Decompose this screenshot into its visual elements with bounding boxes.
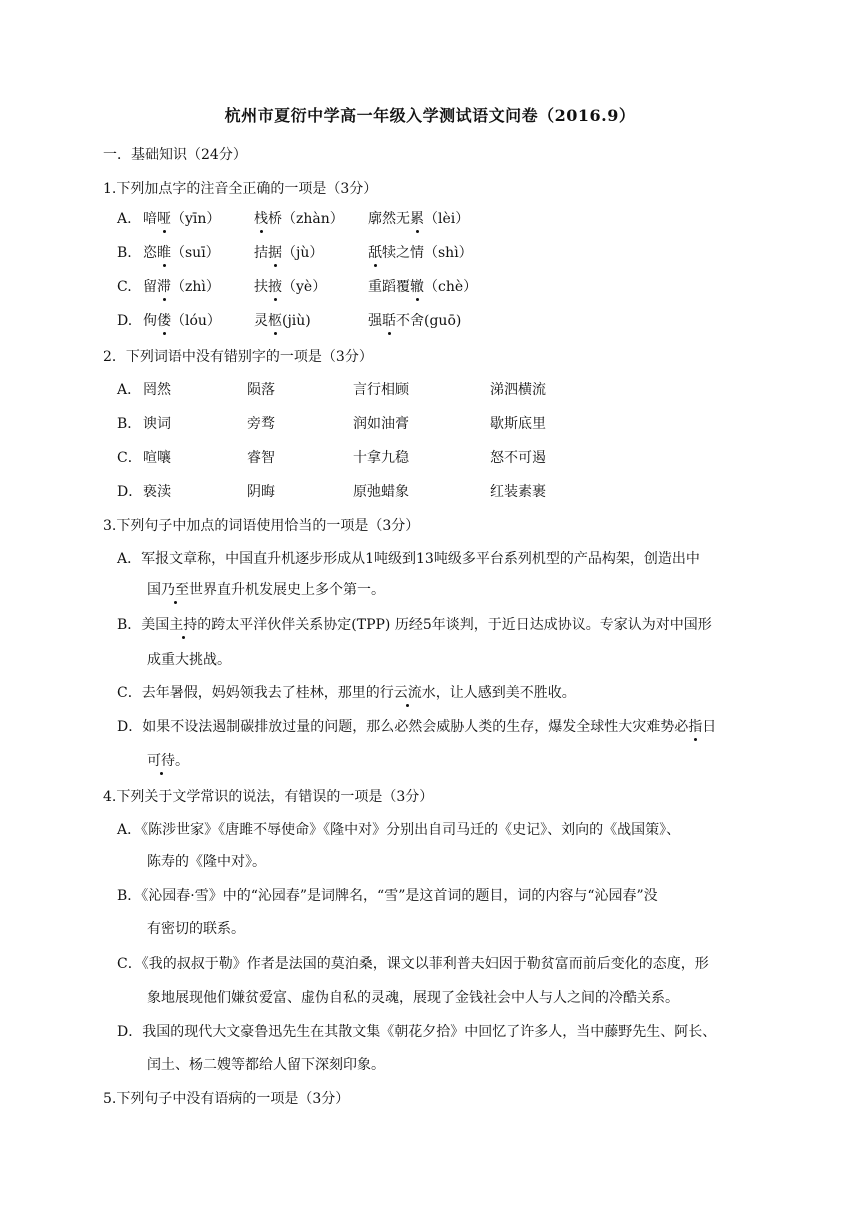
q4-option-a-line1: A．《陈涉世家》《唐雎不辱使命》《隆中对》分别出自司马迁的《史记》、刘向的《战国策》、 [117,822,681,838]
q2-option-d-c3: 原弛蜡象 [353,484,409,500]
q1-option-d-word3: 强聒不舍(guō) [368,313,462,329]
question-2-stem: 2．下列词语中没有错别字的一项是（3分） [103,349,373,365]
q4-option-c-line1: C．《我的叔叔于勒》作者是法国的莫泊桑，课文以菲利普夫妇因于勒贫富而前后变化的态度，形 [117,956,709,972]
q1-option-a-word2: 栈桥（zhàn） [254,211,344,227]
q1-option-a-word1: 喑哑（yīn） [143,211,221,227]
q2-option-a-c1: 罔然 [143,382,171,398]
q1-option-c-label: C. [117,279,132,295]
q2-option-b-c4: 歇斯底里 [490,416,546,432]
q1-option-b-label: B. [117,245,132,261]
q1-option-b-word2: 拮据（jù） [254,245,324,261]
q4-option-a-line2: 陈寿的《隆中对》。 [147,854,266,870]
q2-option-c-c3: 十拿九稳 [353,450,409,466]
q1-option-c-word3: 重蹈覆辙（chè） [368,279,478,295]
section-heading: 一．基础知识（24分） [103,147,247,163]
q2-option-c-c2: 睿智 [247,450,275,466]
q2-option-d-c2: 阴晦 [247,484,275,500]
q3-option-a-line2: 国乃至世界直升机发展史上多个第一。 [147,582,385,598]
q2-option-c-c4: 怒不可遏 [490,450,546,466]
q2-option-c-c1: 喧嚷 [143,450,171,466]
question-1-stem: 1.下列加点字的注音全正确的一项是（3分） [103,181,378,197]
q2-option-b-c2: 旁骛 [247,416,275,432]
q4-option-d-line1: D．我国的现代大文豪鲁迅先生在其散文集《朝花夕拾》中回忆了许多人，当中藤野先生、阿长、 [117,1024,717,1040]
q2-option-a-c2: 陨落 [247,382,275,398]
q2-option-b-label: B． [117,416,142,432]
q2-option-c-label: C． [117,450,142,466]
q3-option-a-line1: A．军报文章称，中国直升机逐步形成从1吨级到13吨级多平台系列机型的产品构架，创造出中 [117,551,700,567]
q1-option-d-word1: 佝偻（lóu） [143,313,221,329]
question-4-stem: 4.下列关于文学常识的说法，有错误的一项是（3分） [103,789,434,805]
question-3-stem: 3.下列句子中加点的词语使用恰当的一项是（3分） [103,518,420,534]
q2-option-d-label: D． [117,484,143,500]
q1-option-b-word1: 恣睢（suī） [143,245,220,261]
q4-option-b-line1: B．《沁园春·雪》中的“沁园春”是词牌名，“雪”是这首词的题目，词的内容与“沁园春”没 [117,888,658,904]
q3-option-c-line1: C．去年暑假，妈妈领我去了桂林，那里的行云流水，让人感到美不胜收。 [117,685,576,701]
q2-option-a-label: A． [117,382,142,398]
q2-option-b-c3: 润如油膏 [353,416,409,432]
q1-option-d-word2: 灵柩(jiù) [254,313,311,329]
q2-option-d-c1: 亵渎 [143,484,171,500]
q2-option-a-c4: 涕泗横流 [490,382,546,398]
q2-option-b-c1: 谀词 [143,416,171,432]
q2-option-a-c3: 言行相顾 [353,382,409,398]
q4-option-b-line2: 有密切的联系。 [147,921,245,937]
q4-option-d-line2: 闰土、杨二嫂等都给人留下深刻印象。 [147,1057,385,1073]
q2-option-d-c4: 红装素裹 [490,484,546,500]
q1-option-a-word3: 廓然无累（lèi） [368,211,470,227]
q3-option-d-line1: D．如果不设法遏制碳排放过量的问题，那么必然会威胁人类的生存，爆发全球性大灾难势必指日 [117,719,717,735]
page-title: 杭州市夏衍中学高一年级入学测试语文问卷（2016.9） [224,106,636,125]
q1-option-a-label: A. [117,211,132,227]
q3-option-b-line2: 成重大挑战。 [147,652,231,668]
q1-option-d-label: D. [117,313,133,329]
q1-option-c-word1: 留滞（zhì） [143,279,220,295]
question-5-stem: 5.下列句子中没有语病的一项是（3分） [103,1091,350,1107]
q3-option-d-line2: 可待。 [147,753,189,769]
q3-option-b-line1: B．美国主持的跨太平洋伙伴关系协定(TPP) 历经5年谈判，于近日达成协议。专家认为对中国形 [117,617,712,633]
q1-option-b-word3: 舐犊之情（shì） [368,245,473,261]
q4-option-c-line2: 象地展现他们嫌贫爱富、虚伪自私的灵魂，展现了金钱社会中人与人之间的冷酷关系。 [147,990,679,1006]
q1-option-c-word2: 扶掖（yè） [254,279,327,295]
